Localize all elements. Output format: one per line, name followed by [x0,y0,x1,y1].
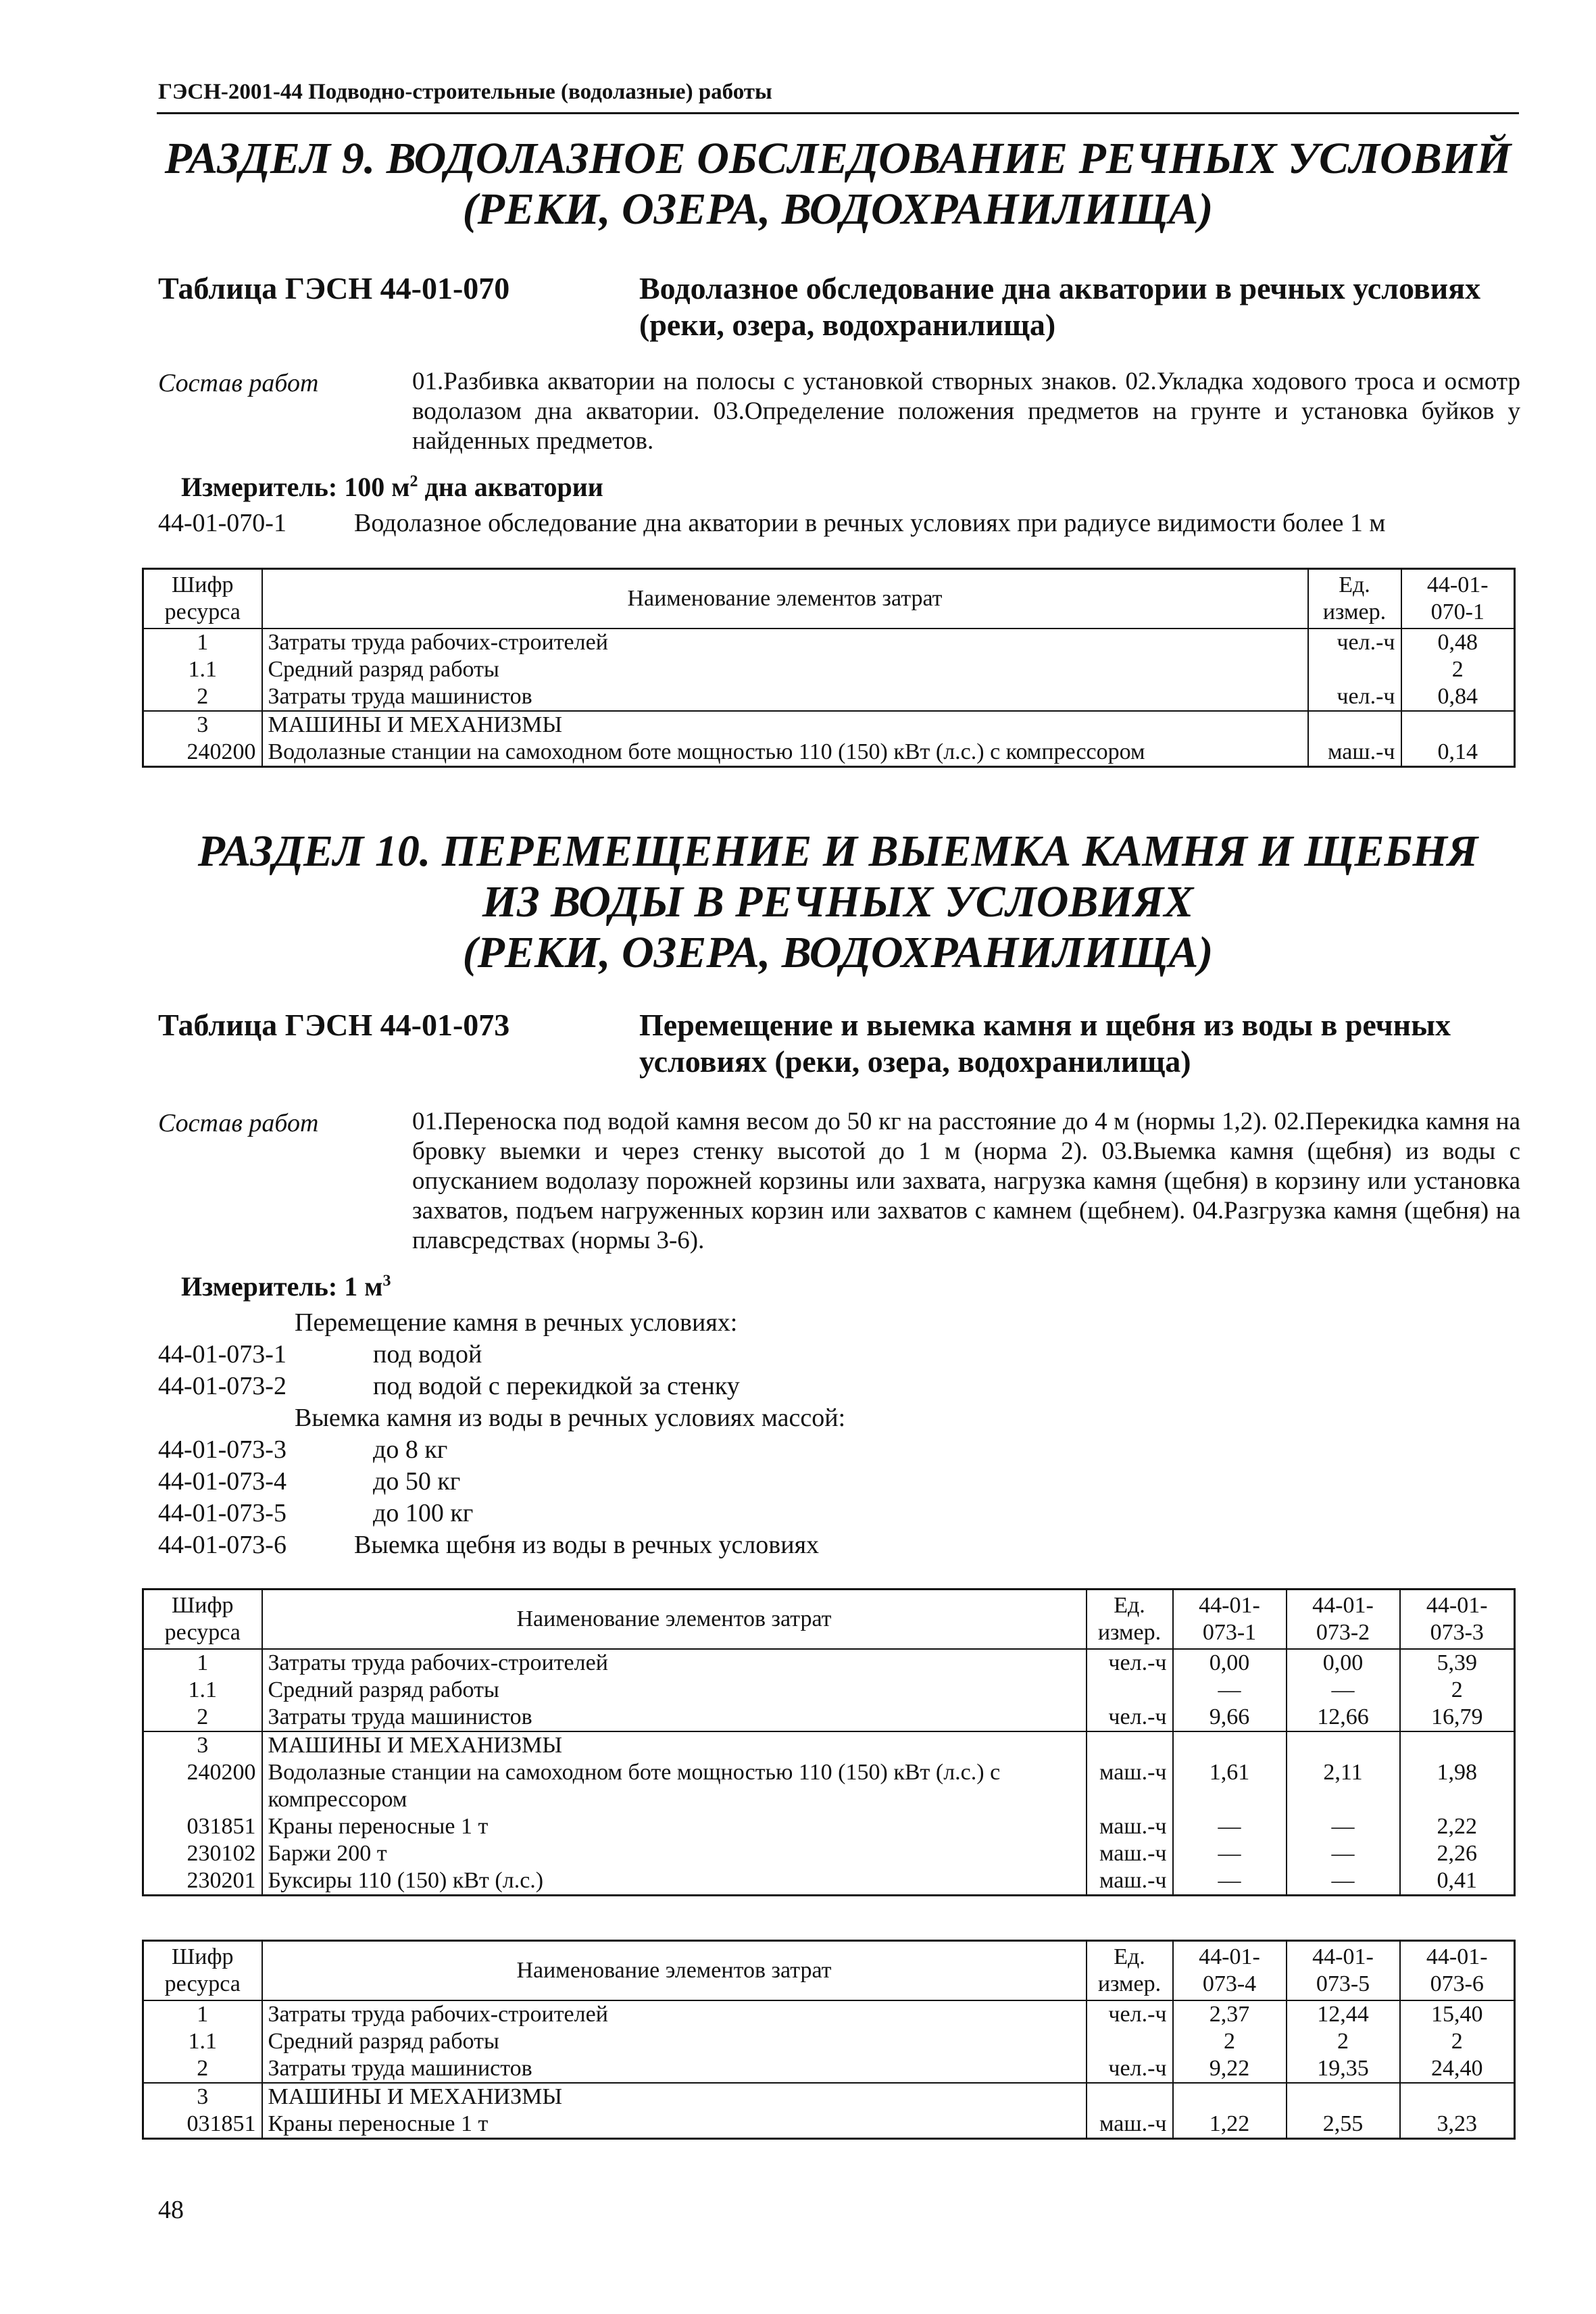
table-row [143,683,1515,711]
row-value [1173,1731,1287,1759]
row-unit: маш.-ч [1308,739,1401,767]
row-value: 1,22 [1173,2111,1287,2139]
row-value: — [1173,1677,1287,1704]
row-code: 240200 [143,1759,262,1813]
head-name: Наименование элементов затрат [262,1941,1087,2000]
row-code: 2 [143,1704,262,1731]
row-code: 1 [143,629,262,656]
table-row [143,2083,1515,2111]
table-row [143,2111,1515,2139]
row-code: 3 [143,711,262,739]
row-name: МАШИНЫ И МЕХАНИЗМЫ [262,1731,1087,1759]
section10-group1: Перемещение камня в речных условиях: [295,1308,738,1337]
row-code: 1.1 [143,2028,262,2055]
row-name: Баржи 200 т [262,1840,1087,1867]
row-name: Затраты труда рабочих-строителей [262,629,1308,656]
row-unit: чел.-ч [1087,2000,1173,2028]
row-value: 1,61 [1173,1759,1287,1813]
row-name: Средний разряд работы [262,2028,1087,2055]
item-text: под водой [373,1340,482,1369]
row-code: 031851 [143,2111,262,2139]
row-value: 9,66 [1173,1704,1287,1731]
head-col: 44-01-073-3 [1400,1590,1515,1649]
row-value: 2,37 [1173,2000,1287,2028]
head-col: 44-01-073-1 [1173,1590,1287,1649]
table-row [143,1867,1515,1896]
row-unit [1308,656,1401,683]
table-row [143,711,1515,739]
section9-table-number: Таблица ГЭСН 44-01-070 [158,271,510,305]
table-row [143,2055,1515,2083]
row-value: 24,40 [1400,2055,1515,2083]
section10-table-title: Перемещение и выемка камня и щебня из воды в речных условиях (реки, озера, водохранилища) [639,1008,1451,1079]
table-row [143,656,1515,683]
head-col: 44-01-073-2 [1287,1590,1400,1649]
row-unit [1087,2028,1173,2055]
row-value: — [1173,1840,1287,1867]
row-code: 1 [143,2000,262,2028]
head-unit: Ед. измер. [1087,1941,1173,2000]
table-row [143,2000,1515,2028]
row-name: МАШИНЫ И МЕХАНИЗМЫ [262,711,1308,739]
item-text: до 100 кг [373,1499,474,1527]
item-code: 44-01-073-6 [158,1531,286,1559]
row-value: 2 [1400,2028,1515,2055]
row-code: 1.1 [143,1677,262,1704]
head-col: 44-01-070-1 [1401,569,1515,629]
row-unit: маш.-ч [1087,1759,1173,1813]
row-code: 1.1 [143,656,262,683]
head-unit: Ед. измер. [1087,1590,1173,1649]
measure-value: 1 м [344,1271,383,1302]
section9-table-title: Водолазное обследование дна акватории в речных условиях (реки, озера, водохранилища) [639,271,1481,342]
section9-title-line2: (РЕКИ, ОЗЕРА, ВОДОХРАНИЛИЩА) [462,184,1214,234]
row-value: — [1287,1677,1400,1704]
row-unit [1087,2083,1173,2111]
row-code: 230102 [143,1840,262,1867]
row-unit: маш.-ч [1087,1813,1173,1840]
measure-sup: 2 [409,472,418,491]
row-value: 0,00 [1287,1649,1400,1677]
measure-label: Измеритель: [181,472,338,502]
row-value [1401,711,1515,739]
head-unit: Ед. измер. [1308,569,1401,629]
section10-measure [181,1271,391,1302]
row-code: 240200 [143,739,262,767]
table-row [143,2028,1515,2055]
row-code: 230201 [143,1867,262,1896]
row-code: 2 [143,2055,262,2083]
section9-sostav-text: 01.Разбивка акватории на полосы с установкой створных знаков. 02.Укладка ходового троса и осмотр водолазом дна акватории. 03.Определение положения предметов на грунте и установка буйков у найденных предметов. [412,368,1520,455]
row-name: Краны переносные 1 т [262,1813,1087,1840]
row-name: Затраты труда рабочих-строителей [262,2000,1087,2028]
row-value: 2,11 [1287,1759,1400,1813]
row-value: 2,22 [1400,1813,1515,1840]
row-name: Средний разряд работы [262,1677,1087,1704]
head-code: Шифр ресурса [143,569,262,629]
row-unit: чел.-ч [1308,683,1401,711]
table-row [143,1813,1515,1840]
row-name: Буксиры 110 (150) кВт (л.с.) [262,1867,1087,1896]
section10-group2: Выемка камня из воды в речных условиях массой: [295,1404,846,1432]
row-unit: чел.-ч [1087,2055,1173,2083]
row-unit: чел.-ч [1087,1649,1173,1677]
row-value [1287,1731,1400,1759]
row-value: 12,66 [1287,1704,1400,1731]
section9-cost-table [142,568,1516,768]
measure-value: 100 м [344,472,410,502]
section10-sostav-label: Состав работ [158,1109,319,1137]
row-code: 1 [143,1649,262,1677]
row-unit: маш.-ч [1087,2111,1173,2139]
row-value: — [1287,1813,1400,1840]
row-name: МАШИНЫ И МЕХАНИЗМЫ [262,2083,1087,2111]
table-row [143,1731,1515,1759]
row-name: Затраты труда машинистов [262,683,1308,711]
section10-sostav-text: 01.Переноска под водой камня весом до 50 кг на расстояние до 4 м (нормы 1,2). 02.Перекидка камня на бровку выемки и через стенку высотой до 1 м (норма 2). 03.Выемка камня (щебня) из воды с опусканием водолазу порожней корзины или захвата, нагрузка камня (щебня) в корзину или установка захватов, подъем нагруженных корзин или захватов с камнем (щебнем). 04.Разгрузка камня (щебня) на плавсредствах (нормы 3-6). [412,1108,1520,1254]
row-name: Водолазные станции на самоходном боте мощностью 110 (150) кВт (л.с.) с компрессором [262,1759,1087,1813]
table-row [143,1677,1515,1704]
section9-title-line1: РАЗДЕЛ 9. ВОДОЛАЗНОЕ ОБСЛЕДОВАНИЕ РЕЧНЫХ УСЛОВИЙ [164,134,1512,183]
section9-measure [181,471,603,503]
row-value [1173,2083,1287,2111]
table-row [143,1704,1515,1731]
item-code: 44-01-073-4 [158,1467,286,1496]
row-value: 19,35 [1287,2055,1400,2083]
section9-item-code: 44-01-070-1 [158,509,286,537]
row-unit [1087,1731,1173,1759]
row-name: Краны переносные 1 т [262,2111,1087,2139]
row-value: 2,55 [1287,2111,1400,2139]
row-value: 0,41 [1400,1867,1515,1896]
row-value: — [1173,1867,1287,1896]
row-unit [1308,711,1401,739]
row-value: 2 [1287,2028,1400,2055]
row-code: 2 [143,683,262,711]
row-value: 0,14 [1401,739,1515,767]
running-header: ГЭСН-2001-44 Подводно-строительные (водолазные) работы [158,80,772,104]
item-text: до 8 кг [373,1435,448,1464]
item-text: Выемка щебня из воды в речных условиях [354,1531,820,1559]
section10-title-line1: РАЗДЕЛ 10. ПЕРЕМЕЩЕНИЕ И ВЫЕМКА КАМНЯ И ЩЕБНЯ [197,827,1478,876]
table-row [143,739,1515,767]
table-row [143,1840,1515,1867]
row-unit: чел.-ч [1308,629,1401,656]
row-value: 2 [1401,656,1515,683]
section10-cost-table-2 [142,1940,1516,2140]
row-value: 5,39 [1400,1649,1515,1677]
row-value: 2 [1173,2028,1287,2055]
section9-sostav-label: Состав работ [158,369,319,397]
row-name: Средний разряд работы [262,656,1308,683]
header-rule [157,112,1519,114]
row-name: Водолазные станции на самоходном боте мощностью 110 (150) кВт (л.с.) с компрессором [262,739,1308,767]
head-col: 44-01-073-5 [1287,1941,1400,2000]
row-value: — [1287,1840,1400,1867]
head-col: 44-01-073-4 [1173,1941,1287,2000]
item-code: 44-01-073-2 [158,1372,286,1400]
measure-label: Измеритель: [181,1271,338,1302]
head-col: 44-01-073-6 [1400,1941,1515,2000]
row-value [1400,1731,1515,1759]
head-name: Наименование элементов затрат [262,569,1308,629]
item-text: под водой с перекидкой за стенку [373,1372,740,1400]
row-unit: маш.-ч [1087,1867,1173,1896]
row-value: 2 [1400,1677,1515,1704]
row-value: 12,44 [1287,2000,1400,2028]
section10-table-number: Таблица ГЭСН 44-01-073 [158,1008,510,1042]
row-code: 3 [143,1731,262,1759]
row-value [1287,2083,1400,2111]
table-row [143,1759,1515,1813]
item-code: 44-01-073-1 [158,1340,286,1369]
row-value: 9,22 [1173,2055,1287,2083]
section10-cost-table-1 [142,1588,1516,1896]
row-value [1400,2083,1515,2111]
head-code: Шифр ресурса [143,1590,262,1649]
head-name: Наименование элементов затрат [262,1590,1087,1649]
item-code: 44-01-073-5 [158,1499,286,1527]
item-text: до 50 кг [373,1467,461,1496]
row-value: 3,23 [1400,2111,1515,2139]
row-value: — [1173,1813,1287,1840]
row-code: 031851 [143,1813,262,1840]
row-value: 0,48 [1401,629,1515,656]
row-name: Затраты труда машинистов [262,2055,1087,2083]
row-value: 15,40 [1400,2000,1515,2028]
row-unit: маш.-ч [1087,1840,1173,1867]
section10-title-line3: (РЕКИ, ОЗЕРА, ВОДОХРАНИЛИЩА) [462,928,1214,977]
row-value: 1,98 [1400,1759,1515,1813]
section10-title-line2: ИЗ ВОДЫ В РЕЧНЫХ УСЛОВИЯХ [482,877,1194,927]
row-unit [1087,1677,1173,1704]
section9-item-text: Водолазное обследование дна акватории в речных условиях при радиусе видимости более 1 м [354,509,1386,537]
row-unit: чел.-ч [1087,1704,1173,1731]
row-code: 3 [143,2083,262,2111]
row-name: Затраты труда рабочих-строителей [262,1649,1087,1677]
measure-suffix: дна акватории [424,472,603,502]
row-value: 0,84 [1401,683,1515,711]
row-value: 0,00 [1173,1649,1287,1677]
table-row [143,1649,1515,1677]
page-number: 48 [158,2196,184,2224]
row-value: — [1287,1867,1400,1896]
row-value: 16,79 [1400,1704,1515,1731]
row-name: Затраты труда машинистов [262,1704,1087,1731]
table-row [143,629,1515,656]
item-code: 44-01-073-3 [158,1435,286,1464]
measure-sup: 3 [382,1272,391,1290]
head-code: Шифр ресурса [143,1941,262,2000]
row-value: 2,26 [1400,1840,1515,1867]
